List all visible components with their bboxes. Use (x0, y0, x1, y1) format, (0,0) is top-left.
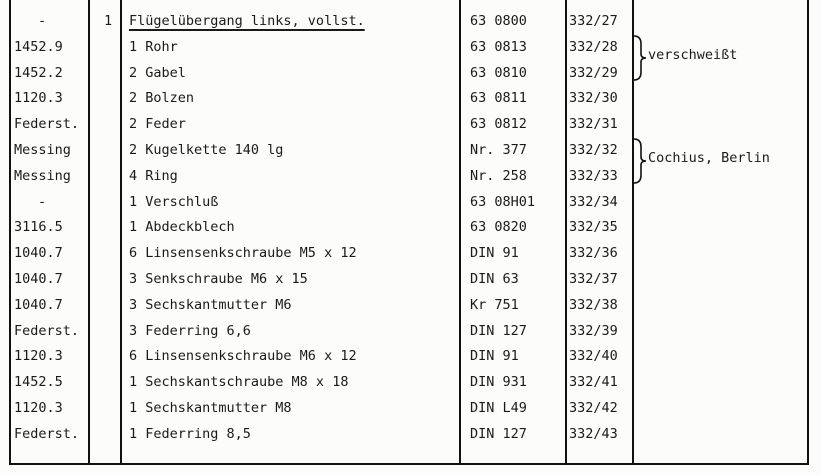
norm-cell: 63 0811 (470, 90, 527, 107)
drawing-number-cell: 332/33 (569, 167, 618, 184)
brace-welded-icon (633, 34, 647, 82)
table-row (0, 396, 821, 420)
norm-cell: DIN 91 (470, 348, 519, 365)
brace-supplier-icon (633, 137, 647, 185)
norm-cell: DIN 931 (470, 374, 527, 391)
drawing-number-cell: 332/42 (569, 400, 618, 416)
material-cell: - (38, 13, 47, 29)
description-cell: 4 Ring (129, 167, 178, 184)
material-cell: 1452.9 (14, 38, 63, 55)
drawing-number-cell: 332/39 (569, 322, 618, 339)
drawing-number-cell: 332/35 (569, 219, 618, 236)
drawing-number-cell: 332/38 (569, 296, 618, 313)
material-cell: - (38, 193, 47, 210)
material-cell: 3116.5 (14, 219, 63, 236)
table-row (0, 370, 821, 394)
norm-cell: 63 0813 (470, 38, 527, 55)
table-bottom-rule (9, 463, 809, 465)
norm-cell: DIN 63 (470, 271, 519, 287)
norm-cell: Nr. 377 (470, 142, 527, 158)
material-cell: 1040.7 (14, 245, 63, 262)
drawing-number-cell: 332/31 (569, 116, 618, 133)
description-cell: 2 Gabel (129, 64, 186, 81)
norm-cell: 63 0800 (470, 13, 527, 29)
description-cell: 6 Linsensenkschraube M6 x 12 (129, 348, 357, 365)
description-cell: 1 Sechskantschraube M8 x 18 (129, 374, 349, 391)
description-cell: 1 Federring 8,5 (129, 425, 251, 442)
drawing-number-cell: 332/36 (569, 245, 618, 262)
norm-cell: DIN L49 (470, 400, 527, 416)
norm-cell: DIN 127 (470, 425, 527, 442)
drawing-number-cell: 332/37 (569, 271, 618, 287)
material-cell: 1452.5 (14, 374, 63, 391)
table-row (0, 112, 821, 136)
description-cell: 3 Senkschraube M6 x 15 (129, 271, 308, 287)
material-cell: 1452.2 (14, 64, 63, 81)
drawing-number-cell: 332/30 (569, 90, 618, 107)
norm-cell: Kr 751 (470, 296, 519, 313)
norm-cell: DIN 127 (470, 322, 527, 339)
table-row (0, 215, 821, 239)
description-cell: 1 Verschluß (129, 193, 219, 210)
norm-cell: 63 0810 (470, 64, 527, 81)
drawing-number-cell: 332/27 (569, 13, 618, 29)
table-row (0, 422, 821, 446)
description-cell: 3 Federring 6,6 (129, 322, 251, 339)
material-cell: Federst. (14, 322, 80, 339)
note-welded: verschweißt (648, 47, 738, 63)
description-cell: 1 Rohr (129, 38, 178, 55)
material-cell: 1040.7 (14, 271, 63, 287)
drawing-number-cell: 332/34 (569, 193, 618, 210)
drawing-number-cell: 332/32 (569, 142, 618, 158)
material-cell: 1120.3 (14, 90, 63, 107)
material-cell: Messing (14, 167, 71, 184)
table-row (0, 241, 821, 265)
description-cell: 6 Linsensenkschraube M5 x 12 (129, 245, 357, 262)
material-cell: 1040.7 (14, 296, 63, 313)
description-cell: 2 Feder (129, 116, 186, 133)
description-cell: 1 Sechskantmutter M8 (129, 400, 292, 416)
note-supplier: Cochius, Berlin (648, 150, 770, 166)
table-row (0, 190, 821, 214)
norm-cell: 63 0812 (470, 116, 527, 133)
material-cell: Federst. (14, 116, 80, 133)
description-cell: 3 Sechskantmutter M6 (129, 296, 292, 313)
material-cell: 1120.3 (14, 400, 63, 416)
position-cell: 1 (104, 13, 113, 29)
description-cell: 1 Abdeckblech (129, 219, 235, 236)
drawing-number-cell: 332/40 (569, 348, 618, 365)
material-cell: Federst. (14, 425, 80, 442)
table-row (0, 9, 821, 33)
table-row (0, 164, 821, 188)
drawing-number-cell: 332/28 (569, 38, 618, 55)
description-cell: 2 Bolzen (129, 90, 195, 107)
norm-cell: 63 0820 (470, 219, 527, 236)
table-row (0, 319, 821, 343)
norm-cell: Nr. 258 (470, 167, 527, 184)
table-row (0, 267, 821, 291)
table-row (0, 61, 821, 85)
drawing-number-cell: 332/43 (569, 425, 618, 442)
drawing-number-cell: 332/41 (569, 374, 618, 391)
description-cell: Flügelübergang links, vollst. (129, 13, 365, 29)
description-cell: 2 Kugelkette 140 lg (129, 142, 284, 158)
material-cell: Messing (14, 142, 71, 158)
norm-cell: 63 08H01 (470, 193, 536, 210)
norm-cell: DIN 91 (470, 245, 519, 262)
table-row (0, 293, 821, 317)
table-row (0, 344, 821, 368)
table-row (0, 86, 821, 110)
material-cell: 1120.3 (14, 348, 63, 365)
drawing-number-cell: 332/29 (569, 64, 618, 81)
